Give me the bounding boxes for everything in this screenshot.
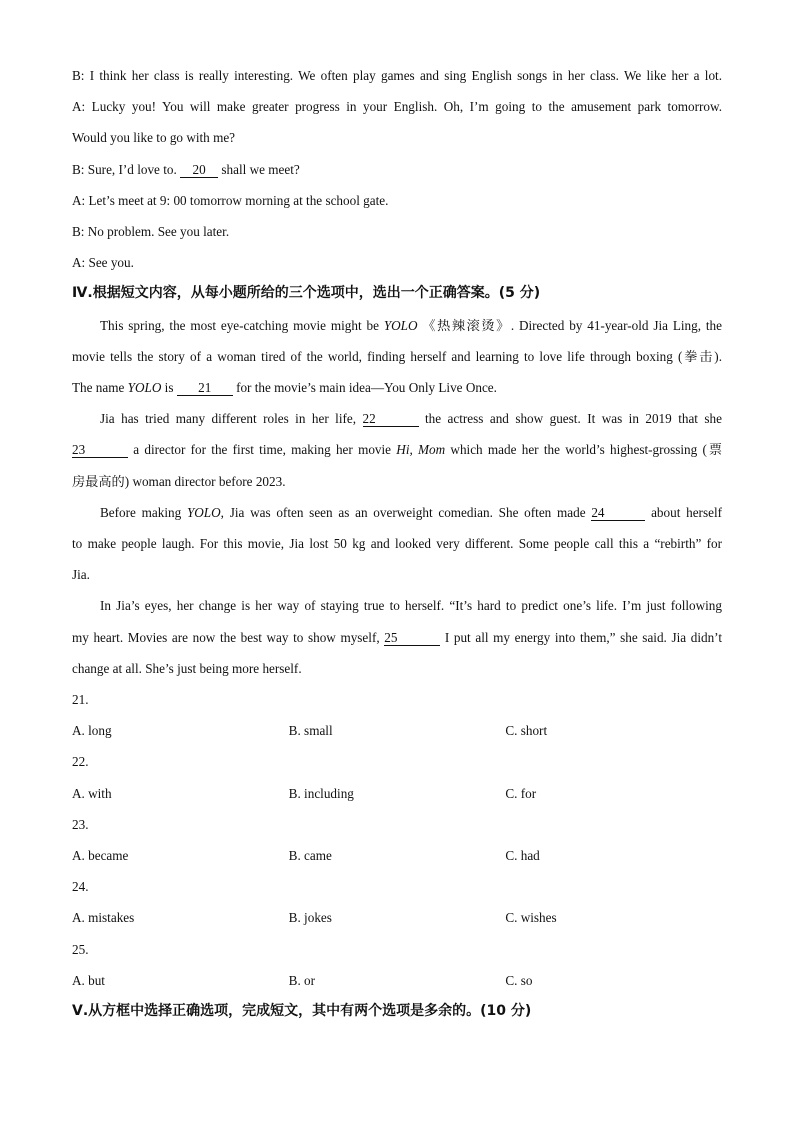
dialogue-line-a1-cont: Would you like to go with me? — [72, 130, 236, 146]
question-number: 21. — [72, 692, 89, 708]
option-c[interactable]: C. so — [505, 972, 533, 988]
passage-p2-line2 — [72, 434, 722, 465]
passage-text: is — [161, 380, 177, 396]
blank-22: 22 — [363, 411, 419, 427]
option-c[interactable]: C. had — [505, 848, 540, 864]
passage-text: 《热辣滚烫》. Directed by 41-year-old Jia Ling, the — [417, 317, 723, 333]
movie-title-hi-mom: Hi, Mom — [396, 442, 446, 458]
question-number: 25. — [72, 941, 89, 957]
question-number: 22. — [72, 754, 89, 770]
passage-text: This spring, the most eye-catching movie might be — [100, 317, 384, 333]
question-24 — [72, 871, 722, 933]
option-a[interactable]: A. with — [72, 785, 112, 801]
question-25 — [72, 934, 722, 996]
dialogue-line-b2 — [72, 154, 722, 185]
option-a[interactable]: A. but — [72, 972, 105, 988]
passage-text: , Jia was often seen as an overweight comedian. She often made — [220, 504, 592, 520]
question-23 — [72, 809, 722, 871]
passage-text: I put all my energy into them,” she said. Jia didn’t — [440, 629, 722, 645]
dialogue-line-a3: A: See you. — [72, 255, 134, 271]
passage-p4-line2 — [72, 622, 722, 653]
passage-p4-line1: In Jia’s eyes, her change is her way of staying true to herself. “It’s hard to predict one’s life. I’m just following — [100, 598, 722, 614]
blank-25: 25 — [384, 630, 440, 646]
option-a[interactable]: A. mistakes — [72, 910, 135, 926]
blank-23: 23 — [72, 442, 128, 458]
option-row — [72, 902, 722, 933]
option-row — [72, 715, 722, 746]
passage-p3-line2: to make people laugh. For this movie, Jia lost 50 kg and looked very different. Some people call this a “rebirth” for — [72, 536, 722, 552]
passage-p1-line3 — [72, 372, 722, 403]
option-c[interactable]: C. wishes — [505, 910, 557, 926]
question-number: 23. — [72, 816, 89, 832]
passage-p1-line2: movie tells the story of a woman tired of the world, finding herself and learning to love life through boxing (拳击). — [72, 348, 722, 364]
dialogue-line-b3: B: No problem. See you later. — [72, 224, 230, 240]
option-b[interactable]: B. jokes — [288, 910, 332, 926]
passage-text: The name — [72, 380, 128, 396]
passage-text: a director for the first time, making her movie — [128, 442, 397, 458]
passage-p3-line3: Jia. — [72, 567, 90, 583]
passage-p2-line1 — [72, 403, 722, 434]
option-a[interactable]: A. long — [72, 723, 112, 739]
question-list — [72, 684, 722, 996]
dialogue-line-b1: B: I think her class is really interesting. We often play games and sing English songs in her class. We like her a lot. — [72, 68, 722, 83]
option-b[interactable]: B. small — [288, 723, 333, 739]
dialogue-line-a2: A: Let’s meet at 9: 00 tomorrow morning at the school gate. — [72, 192, 389, 208]
passage-text: Jia has tried many different roles in her life, — [100, 411, 363, 427]
question-22 — [72, 746, 722, 808]
blank-21: 21 — [177, 380, 233, 396]
section-4-heading: Ⅳ.根据短文内容，从每小题所给的三个选项中，选出一个正确答案。(5 分) — [72, 285, 541, 302]
section-5-heading: Ⅴ.从方框中选择正确选项，完成短文，其中有两个选项是多余的。(10 分) — [72, 1003, 532, 1020]
option-c[interactable]: C. short — [505, 723, 548, 739]
dialogue-line-a1: A: Lucky you! You will make greater progress in your English. Oh, I’m going to the amusement park tomorrow. — [72, 99, 722, 115]
option-b[interactable]: B. including — [288, 785, 354, 801]
passage-text: the actress and show guest. It was in 2019 that she — [418, 411, 722, 427]
movie-title-yolo: YOLO — [127, 380, 162, 396]
blank-24: 24 — [591, 505, 645, 521]
option-b[interactable]: B. came — [288, 848, 332, 864]
passage-text: Before making — [100, 504, 187, 520]
dialogue-text: B: Sure, I’d love to. — [72, 161, 181, 177]
question-21 — [72, 684, 722, 746]
option-c[interactable]: C. for — [505, 785, 537, 801]
passage-text: about herself — [645, 504, 722, 520]
option-b[interactable]: B. or — [288, 972, 316, 988]
dialogue-text: shall we meet? — [218, 161, 300, 177]
document-page — [72, 60, 722, 1027]
passage-p3-line1 — [72, 497, 722, 528]
passage-p4-line3: change at all. She’s just being more herself. — [72, 660, 302, 676]
option-row — [72, 778, 722, 809]
passage-text: my heart. Movies are now the best way to show myself, — [72, 629, 385, 645]
passage-text: for the movie’s main idea—You Only Live Once. — [232, 380, 497, 396]
passage-p2-line3: 房最高的) woman director before 2023. — [72, 473, 286, 489]
option-a[interactable]: A. became — [72, 848, 129, 864]
movie-title-yolo: YOLO — [186, 504, 221, 520]
question-number: 24. — [72, 879, 89, 895]
movie-title-yolo: YOLO — [383, 317, 418, 333]
passage-text: which made her the world’s highest-grossing (票 — [445, 442, 723, 458]
passage-p1-line1 — [72, 310, 722, 341]
option-row — [72, 840, 722, 871]
blank-20: 20 — [180, 162, 218, 178]
option-row — [72, 965, 722, 996]
